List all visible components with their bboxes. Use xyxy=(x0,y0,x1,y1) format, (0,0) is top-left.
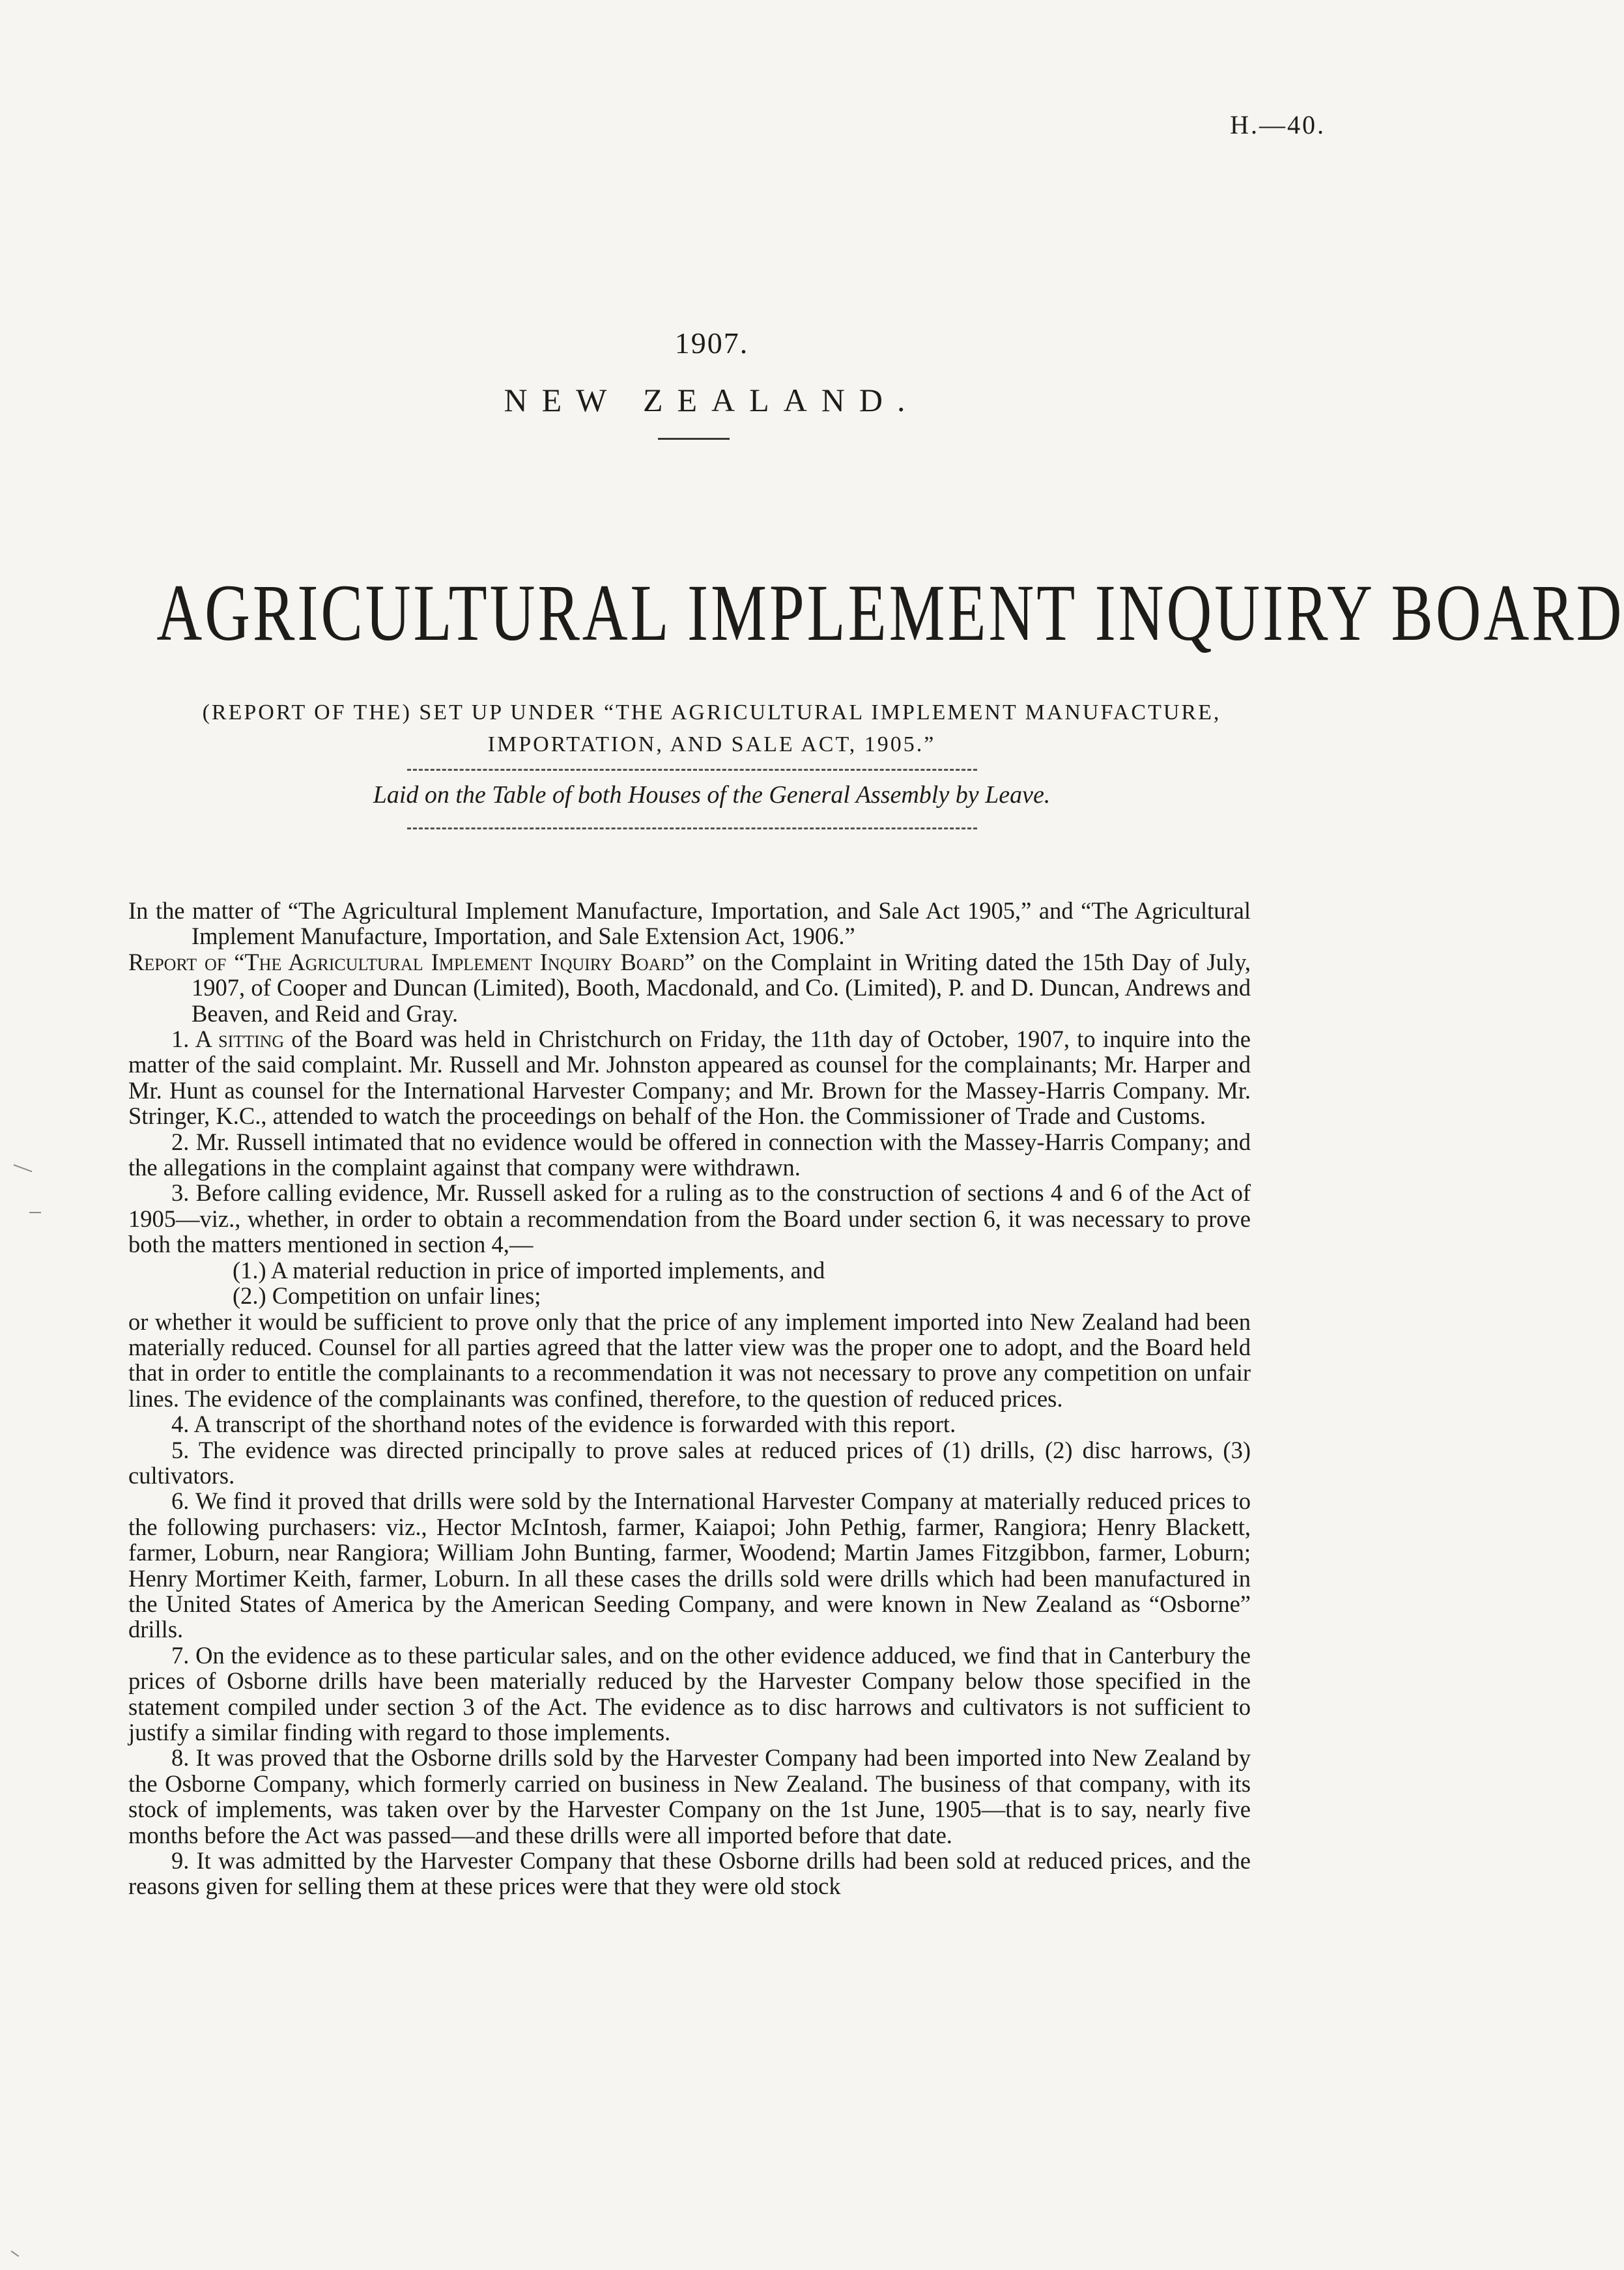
upper-divider xyxy=(407,769,977,771)
report-body xyxy=(128,898,1251,1899)
paragraph-3-item-2: (2.) Competition on unfair lines; xyxy=(233,1282,541,1310)
paragraph-1-text: of the Board was held in Christchurch on Friday, the 11th day of October, 1907, to inquire into the matter of the said complaint. Mr. Russell and Mr. Johnston appeared as counsel for the complainants; Mr. Harper and Mr. Hunt as counsel for the International Harvester Company; and Mr. Brown for the Massey-Harris Company. Mr. Stringer, K.C., attended to watch the proceedings on behalf of the Hon. the Commissioner of Trade and Customs. xyxy=(128,1026,1251,1130)
paragraph-4: 4. A transcript of the shorthand notes of the evidence is forwarded with this report. xyxy=(171,1411,956,1438)
paragraph-1-lead: 1. A xyxy=(171,1026,219,1053)
subtitle-line-1: (REPORT OF THE) SET UP UNDER “THE AGRICULTURAL IMPLEMENT MANUFACTURE, xyxy=(202,700,1221,725)
report-heading-rest: on the Complaint in Writing dated the 15th Day of July, 1907, of Cooper and Duncan (Limited), Booth, Macdonald, and Co. (Limited), P. and D. Duncan, Andrews and Beaven, and Reid and Gray. xyxy=(192,948,1251,1027)
report-heading-title: Report of “The Agricultural Implement Inquiry Board” xyxy=(128,948,695,975)
document-reference: H.—40. xyxy=(1230,110,1326,139)
paragraph-8: 8. It was proved that the Osborne drills sold by the Harvester Company had been imported into New Zealand by the Osborne Company, which formerly carried on business in New Zealand. The business of that company, with its stock of implements, was taken over by the Harvester Company on the 1st June, 1905—that is to say, nearly five months before the Act was passed—and these drills were all imported before that date. xyxy=(128,1744,1251,1848)
paragraph-1-smallcaps: sitting xyxy=(218,1026,285,1053)
matter-heading: In the matter of “The Agricultural Implement Manufacture, Importation, and Sale Act 1905,” and “The Agricultural Implement Manufacture, Importation, and Sale Extension Act, 1906.” xyxy=(128,897,1251,950)
paragraph-5: 5. The evidence was directed principally to prove sales at reduced prices of (1) drills, (2) disc harrows, (3) cultivators. xyxy=(128,1436,1251,1489)
margin-mark xyxy=(29,1212,41,1213)
subtitle-line-2: IMPORTATION, AND SALE ACT, 1905.” xyxy=(487,732,936,756)
country-heading: NEW ZEALAND. xyxy=(504,382,920,418)
paragraph-9: 9. It was admitted by the Harvester Company that these Osborne drills had been sold at reduced prices, and the reasons given for selling them at these prices were that they were old stock xyxy=(128,1847,1251,1900)
short-divider xyxy=(658,438,730,440)
report-heading xyxy=(128,949,1251,1026)
document-title: AGRICULTURAL IMPLEMENT INQUIRY BOARD xyxy=(156,568,1624,657)
paragraph-1 xyxy=(128,1026,1251,1129)
paragraph-2: 2. Mr. Russell intimated that no evidence would be offered in connection with the Massey-Harris Company; and the allegations in the complaint against that company were withdrawn. xyxy=(128,1128,1251,1181)
paragraph-3-item-1: (1.) A material reduction in price of imported implements, and xyxy=(233,1256,825,1284)
paragraph-3: 3. Before calling evidence, Mr. Russell asked for a ruling as to the construction of sections 4 and 6 of the Act of 1905—viz., whether, in order to obtain a recommendation from the Board under section 6, it was necessary to prove both the matters mentioned in section 4,— xyxy=(128,1179,1251,1258)
year: 1907. xyxy=(674,326,749,360)
margin-mark xyxy=(14,1164,33,1172)
lower-divider xyxy=(407,827,977,829)
paragraph-3-continued: or whether it would be sufficient to prove only that the price of any implement imported into New Zealand had been materially reduced. Counsel for all parties agreed that the latter view was the proper one to adopt, and the Board held that in order to entitle the complainants to a recommendation it was not necessary to prove any competition on unfair lines. The evidence of the complainants was confined, therefore, to the question of reduced prices. xyxy=(128,1308,1251,1412)
margin-mark xyxy=(11,2250,20,2257)
paragraph-7: 7. On the evidence as to these particular sales, and on the other evidence adduced, we find that in Canterbury the prices of Osborne drills have been materially reduced by the Harvester Company below those specified in the statement compiled under section 3 of the Act. The evidence as to disc harrows and cultivators is not sufficient to justify a similar finding with regard to those implements. xyxy=(128,1641,1251,1746)
laid-on-table-note: Laid on the Table of both Houses of the General Assembly by Leave. xyxy=(373,781,1051,809)
paragraph-6: 6. We find it proved that drills were sold by the International Harvester Company at materially reduced prices to the following purchasers: viz., Hector McIntosh, farmer, Kaiapoi; John Pethig, farmer, Rangiora; Henry Blackett, farmer, Loburn, near Rangiora; William John Bunting, farmer, Woodend; Martin James Fitzgibbon, farmer, Loburn; Henry Mortimer Keith, farmer, Loburn. In all these cases the drills sold were drills which had been manufactured in the United States of America by the American Seeding Company, and were known in New Zealand as “Osborne” drills. xyxy=(128,1487,1251,1643)
